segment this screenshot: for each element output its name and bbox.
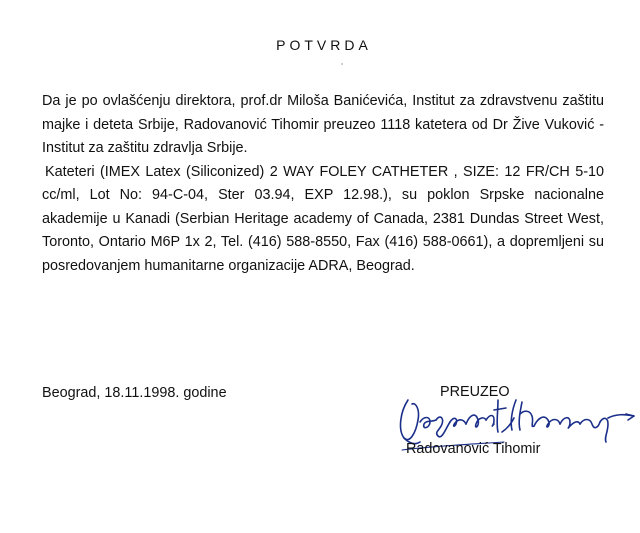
document-title: POTVRDA [276, 37, 372, 53]
paragraph-1: Da je po ovlašćenju direktora, prof.dr Miloša Banićevića, Institut za zdravstvenu zaštitu majke i deteta Srbije, Radovanović Tihomir preuzeo 1118 katetera od Dr Žive Vuković - Institut za zaštitu zdravlja Srbije. [42, 93, 604, 156]
paragraph-2: Kateteri (IMEX Latex (Siliconized) 2 WAY FOLEY CATHETER , SIZE: 12 FR/CH 5-10 cc/ml, Lot No: 94-C-04, Ster 03.94, EXP 12.98.), su poklon Srpske nacionalne akademije u Kanadi (Serbian Heritage academy of Canada, 2381 Dundas Street West, Toronto, Ontario M6P 1x 2, Tel. (416) 588-8550, Fax (416) 588-0661), a dopremljeni su posredovanjem humanitarne organizacije ADRA, Beograd. [42, 163, 604, 274]
signer-name: Radovanović Tihomir [406, 441, 541, 457]
document-body [42, 90, 604, 278]
received-by-label: PREUZEO [440, 384, 510, 400]
date-place-line: Beograd, 18.11.1998. godine [42, 385, 227, 401]
scan-speck [341, 63, 343, 65]
